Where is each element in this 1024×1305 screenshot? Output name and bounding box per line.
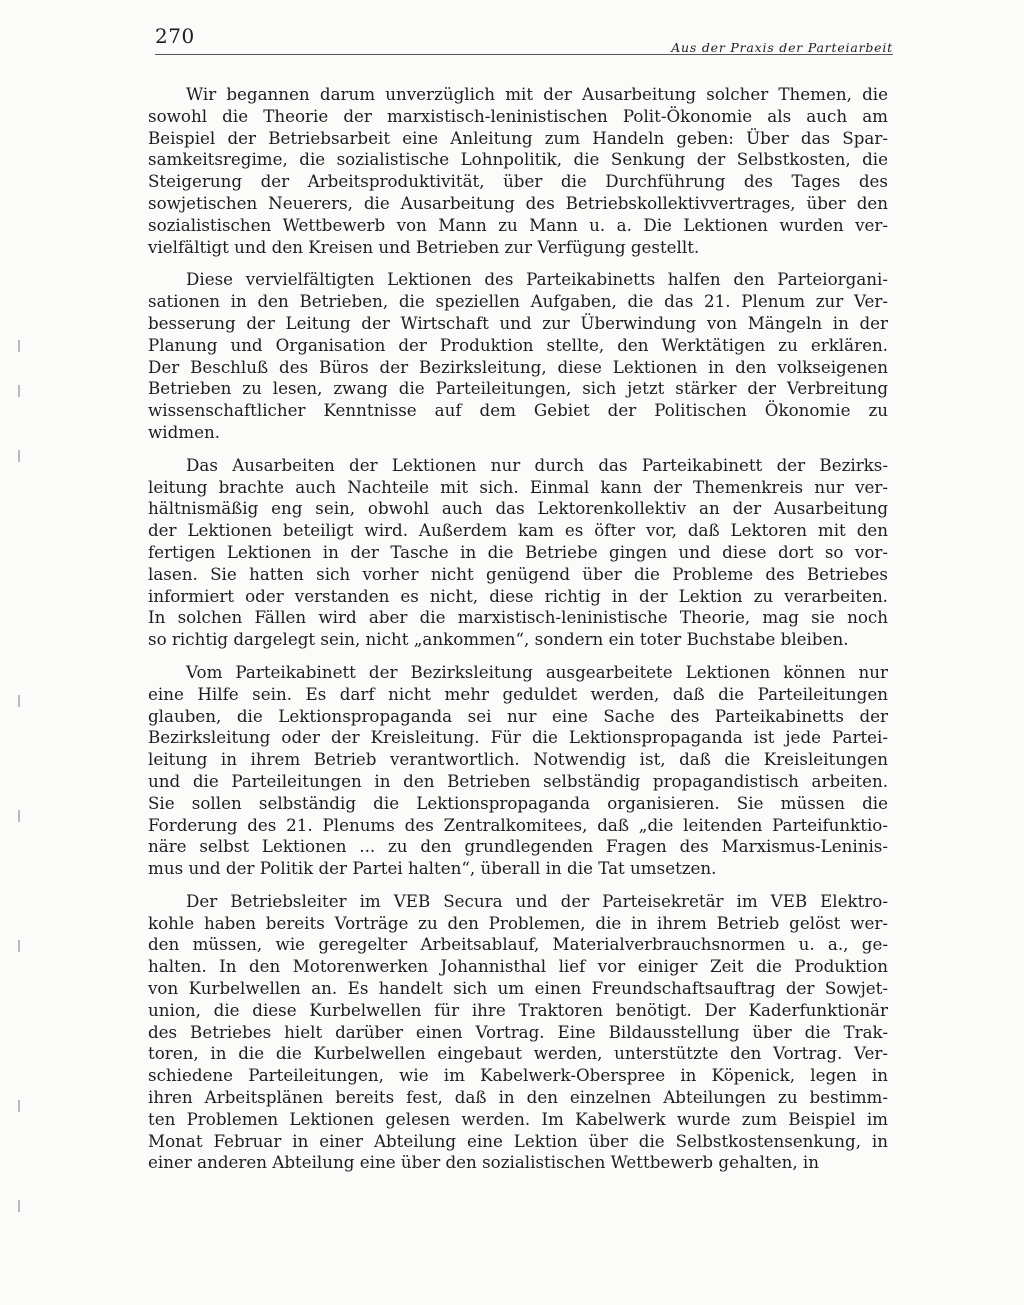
text-line: halten. In den Motorenwerken Johannisthal lief vor einiger Zeit die Produktion [148,956,888,977]
text-line: den müssen, wie geregelter Arbeitsablauf, Materialverbrauchsnormen u. a., ge- [148,934,888,955]
running-head: Aus der Praxis der Parteiarbeit [671,40,893,55]
text-line: ten Problemen Lektionen gelesen werden. Im Kabelwerk wurde zum Beispiel im [148,1108,888,1129]
text-line: Betrieben zu lesen, zwang die Parteileitungen, sich jetzt stärker der Verbreitung [148,378,888,399]
text-line: Der Betriebsleiter im VEB Secura und der Parteisekretär im VEB Elektro- [186,890,888,911]
paragraph [148,662,888,880]
text-line: ihren Arbeitsplänen bereits fest, daß in den einzelnen Abteilungen zu bestimm- [148,1087,888,1108]
margin-marks [18,340,22,1240]
text-line: samkeitsregime, die sozialistische Lohnpolitik, die Senkung der Selbstkosten, die [148,149,888,170]
page-number: 270 [155,24,195,48]
text-line: einer anderen Abteilung eine über den sozialistischen Wettbewerb gehalten, in [148,1152,820,1173]
text-line: Bezirksleitung oder der Kreisleitung. Für die Lektionspropaganda ist jede Partei- [148,727,888,748]
text-line: so richtig dargelegt sein, nicht „ankommen“, sondern ein toter Buchstabe bleiben. [148,629,849,650]
page-header [155,24,893,55]
text-line: Vom Parteikabinett der Bezirksleitung ausgearbeitete Lektionen können nur [186,661,888,682]
text-line: Diese vervielfältigten Lektionen des Parteikabinetts halfen den Parteiorgani- [186,269,888,290]
text-line: wissenschaftlicher Kenntnisse auf dem Gebiet der Politischen Ökonomie zu [148,400,888,421]
text-line: und die Parteileitungen in den Betrieben selbständig propagandistisch arbeiten. [148,770,888,791]
text-line: informiert oder verstanden es nicht, diese richtig in der Lektion zu verarbeiten. [148,585,888,606]
text-line: Beispiel der Betriebsarbeit eine Anleitung zum Handeln geben: Über das Spar- [148,127,888,148]
text-line: Monat Februar in einer Abteilung eine Lektion über die Selbstkostensenkung, in [148,1130,888,1151]
text-line: schiedene Parteileitungen, wie im Kabelwerk-Oberspree in Köpenick, legen in [148,1065,888,1086]
text-line: sationen in den Betrieben, die speziellen Aufgaben, die das 21. Plenum zur Ver- [148,291,888,312]
text-line: leitung in ihrem Betrieb verantwortlich. Notwendig ist, daß die Kreisleitungen [148,749,888,770]
text-line: Das Ausarbeiten der Lektionen nur durch das Parteikabinett der Bezirks- [186,454,888,475]
text-line: hältnismäßig eng sein, obwohl auch das Lektorenkollektiv an der Ausarbeitung [148,498,888,519]
text-line: vielfältigt und den Kreisen und Betrieben zur Verfügung gestellt. [148,236,700,257]
text-line: des Betriebes hielt darüber einen Vortrag. Eine Bildausstellung über die Trak- [148,1021,888,1042]
text-line: sowohl die Theorie der marxistisch-leninistischen Polit-Ökonomie als auch am [148,105,888,126]
text-line: der Lektionen beteiligt wird. Außerdem kam es öfter vor, daß Lektoren mit den [148,520,888,541]
paragraph [148,84,888,258]
paragraph [148,455,888,651]
text-line: Forderung des 21. Plenums des Zentralkomitees, daß „die leitenden Parteifunktio- [148,814,888,835]
text-line: glauben, die Lektionspropaganda sei nur eine Sache des Parteikabinetts der [148,705,888,726]
text-line: sozialistischen Wettbewerb von Mann zu Mann u. a. Die Lektionen wurden ver- [148,214,888,235]
text-line: eine Hilfe sein. Es darf nicht mehr geduldet werden, daß die Parteileitungen [148,683,888,704]
text-line: leitung brachte auch Nachteile mit sich. Einmal kann der Themenkreis nur ver- [148,476,888,497]
text-line: Planung und Organisation der Produktion stellte, den Werktätigen zu erklären. [148,334,888,355]
text-line: Wir begannen darum unverzüglich mit der Ausarbeitung solcher Themen, die [186,84,888,104]
text-line: Der Beschluß des Büros der Bezirksleitung, diese Lektionen in den volkseigenen [148,356,888,377]
text-line: von Kurbelwellen an. Es handelt sich um einen Freundschaftsauftrag der Sowjet- [148,978,888,999]
text-line: In solchen Fällen wird aber die marxistisch-leninistische Theorie, mag sie noch [148,607,888,628]
text-line: fertigen Lektionen in der Tasche in die Betriebe gingen und diese dort so vor- [148,541,888,562]
text-line: mus und der Politik der Partei halten“, überall in die Tat umsetzen. [148,858,717,879]
paragraph [148,269,888,443]
text-line: widmen. [148,421,221,442]
text-line: union, die diese Kurbelwellen für ihre Traktoren benötigt. Der Kaderfunktionär [148,999,888,1020]
text-line: kohle haben bereits Vorträge zu den Problemen, die in ihrem Betrieb gelöst wer- [148,912,888,933]
text-line: Steigerung der Arbeitsproduktivität, über die Durchführung des Tages des [148,171,888,192]
text-line: toren, in die die Kurbelwellen eingebaut werden, unterstützte den Vortrag. Ver- [148,1043,888,1064]
paragraph [148,891,888,1174]
text-line: besserung der Leitung der Wirtschaft und zur Überwindung von Mängeln in der [148,312,888,333]
text-line: näre selbst Lektionen ... zu den grundlegenden Fragen des Marxismus-Leninis- [148,836,888,857]
text-line: Sie sollen selbständig die Lektionspropaganda organisieren. Sie müssen die [148,792,888,813]
text-line: lasen. Sie hatten sich vorher nicht genügend über die Probleme des Betriebes [148,563,888,584]
body-text [148,84,888,1185]
text-line: sowjetischen Neuerers, die Ausarbeitung des Betriebskollektivvertrages, über den [148,192,888,213]
